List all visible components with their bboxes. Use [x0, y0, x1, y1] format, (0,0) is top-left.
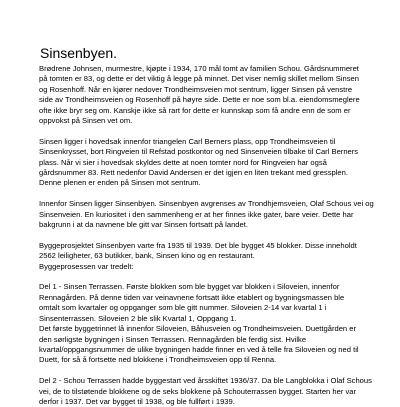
paragraph-building-project: Byggeprosjektet Sinsenbyen varte fra 1935 til 1939. Det ble bygget 45 blokker. Disse inneholdt 2562 leiligheter, 63 butikker, bank, Sinsen kino og en restaurant. Byggeprosessen var tredelt:	[39, 240, 357, 271]
paragraph-part-2-schou-terrassen: Del 2 - Schou Terrassen hadde byggestart ved årsskiftet 1936/37. Da ble Langblokka i Olaf Schous vei, de to tilstøtende blokkene og de seks blokkene på Schouterrassen bygget. Starten her var derfor i 1937. Det var bygget til 1938, og ble fullført i 1939.	[39, 376, 372, 406]
paragraph-part-1-sinsen-terrassen: Del 1 - Sinsen Terrassen. Første blokken som ble bygget var blokken i Siloveien, innenfor Rennagården. På denne tiden var veinavnene fortsatt ikke etablert og bygningsmassen ble omtalt som kvartaler og oppganger som ble gitt nummer. Siloveien 2-14 var kvartal 1 i Sinsenterrassen. Siloveien 2 ble slik Kvartal 1, Oppgang 1. Det første byggetrinnet lå innenfor Siloveien, Båhusveien og Trondheimsveien. Duettgården er den sørligste bygningen i Sinsen Terrassen. Rennagården ble ferdig sist. Hvilke kvartal/oppgangsnummer de ulike bygningen hadde finner en ved å telle fra Siloveien og ned til Duett, for så å fortsette ned blokkene i Trondheimsveien opp til Renna.	[39, 282, 359, 365]
paragraph-history-intro: Brødrene Johnsen, murmestre, kjøpte i 1934, 170 mål tomt av familien Schou. Gårdsnummeret på tomten er 83, og dette er det viktig å legge på minnet. Det viser nemlig skillet mellom Sinsen og Rosenhoff. Når en kjører nedover Trondheimsveien mot sentrum, ligger Sinsen på venstre side av Trondheimsveien og Rosenhoff på høyre side. Dette er noe som bl.a. eiendomsmeglere ofte ikke bryr seg om. Kanskje ikke så rart for dette er kunnskap som få andre enn de som er oppvokst på Sinsen vet om.	[39, 64, 360, 126]
paragraph-sinsenbyen-boundaries: Innenfor Sinsen ligger Sinsenbyen. Sinsenbyen avgrenses av Trondhjemsveien, Olaf Schous vei og Sinsenveien. En kuriositet i den sammenheng er at her finnes ikke gater, bare veier. Dette har bakgrunn i at da navnene ble gitt var Sinsen fortsatt på landet.	[39, 199, 374, 230]
paragraph-sinsen-boundaries: Sinsen ligger i hovedsak innenfor triangelen Carl Berners plass, opp Trondheimsveien til Sinsenkrysset, bort Ringveien til Refstad postkontor og ned Sinsenveien tilbake til Carl Berners plass. Når vi sier i hovedsak skyldes dette at noen tomter nord for Ringveien har også gårdsnummer 83. Rett nedenfor David Andersen er det igjen en liten trekant med gressplen. Denne plenen er enden på Sinsen mot sentrum.	[39, 136, 359, 188]
document-body	[39, 64, 384, 407]
page-title: Sinsenbyen.	[40, 45, 118, 61]
